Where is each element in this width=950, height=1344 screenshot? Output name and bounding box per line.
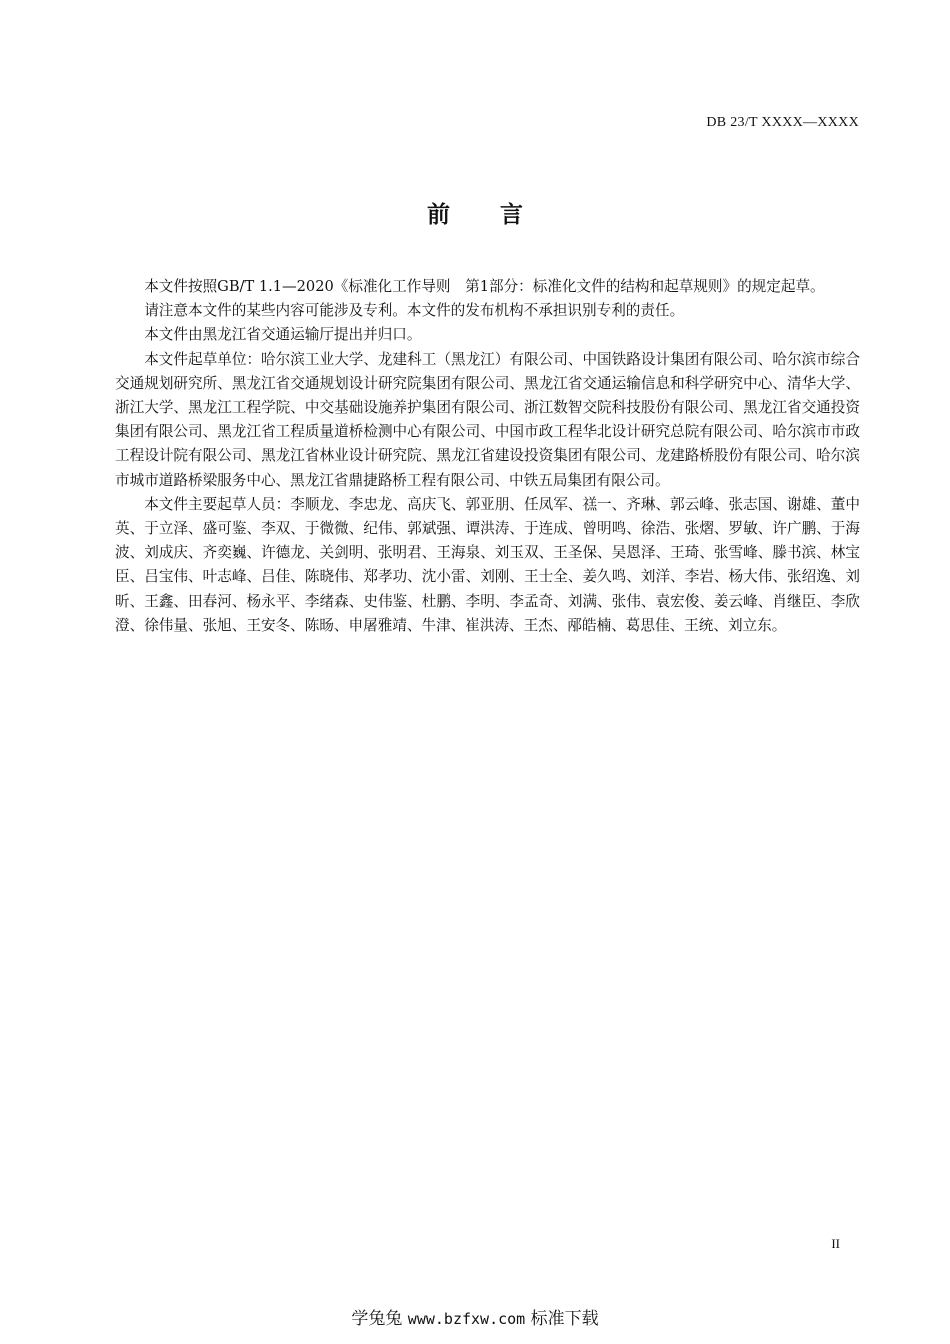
page-title: 前言 xyxy=(427,202,573,228)
document-body xyxy=(115,275,860,638)
standard-code: DB 23/T XXXX—XXXX xyxy=(706,115,859,130)
paragraph-drafters: 本文件主要起草人员：李顺龙、李忠龙、高庆飞、郭亚朋、任凤军、禚一、齐琳、郭云峰、张志国、谢雄、董中英、于立泽、盛可鉴、李双、于微微、纪伟、郭斌强、谭洪涛、于连成、曾明鸣、徐浩、张熠、罗敏、许广鹏、于海波、刘成庆、齐奕巍、许德龙、关剑明、张明君、王海泉、刘玉双、王圣保、吴恩泽、王琦、张雪峰、滕书滨、林宝臣、吕宝伟、叶志峰、吕佳、陈晓伟、郑孝功、沈小雷、刘刚、王士全、姜久鸣、刘洋、李岩、杨大伟、张绍逸、刘昕、王鑫、田春河、杨永平、李绪森、史伟鉴、杜鹏、李明、李孟奇、刘满、张伟、袁宏俊、姜云峰、肖继臣、李欣澄、徐伟量、张旭、王安冬、陈旸、申屠雅靖、牛津、崔洪涛、王杰、邴皓楠、葛思佳、王统、刘立东。 xyxy=(115,495,860,634)
paragraph-drafting-basis: 本文件按照GB/T 1.1—2020《标准化工作导则 第1部分：标准化文件的结构和起草规则》的规定起草。 xyxy=(144,278,825,295)
footer-site-name: 学兔兔 xyxy=(351,1309,403,1329)
paragraph-drafting-units: 本文件起草单位：哈尔滨工业大学、龙建科工（黑龙江）有限公司、中国铁路设计集团有限公司、哈尔滨市综合交通规划研究所、黑龙江省交通规划设计研究院集团有限公司、黑龙江省交通运输信息和科学研究中心、清华大学、浙江大学、黑龙江工程学院、中交基础设施养护集团有限公司、浙江数智交院科技股份有限公司、黑龙江省交通投资集团有限公司、黑龙江省工程质量道桥检测中心有限公司、中国市政工程华北设计研究总院有限公司、哈尔滨市市政工程设计院有限公司、黑龙江省林业设计研究院、黑龙江省建设投资集团有限公司、龙建路桥股份有限公司、哈尔滨市城市道路桥梁服务中心、黑龙江省鼎捷路桥工程有限公司、中铁五局集团有限公司。 xyxy=(115,350,860,489)
footer-watermark xyxy=(0,1304,950,1329)
page-number: II xyxy=(831,1236,840,1251)
paragraph-patent-notice: 请注意本文件的某些内容可能涉及专利。本文件的发布机构不承担识别专利的责任。 xyxy=(144,302,685,320)
footer-site-slogan: 标准下载 xyxy=(530,1309,599,1329)
footer-site-url[interactable]: www.bzfxw.com xyxy=(407,1310,526,1328)
paragraph-proposer: 本文件由黑龙江省交通运输厅提出并归口。 xyxy=(144,326,422,344)
